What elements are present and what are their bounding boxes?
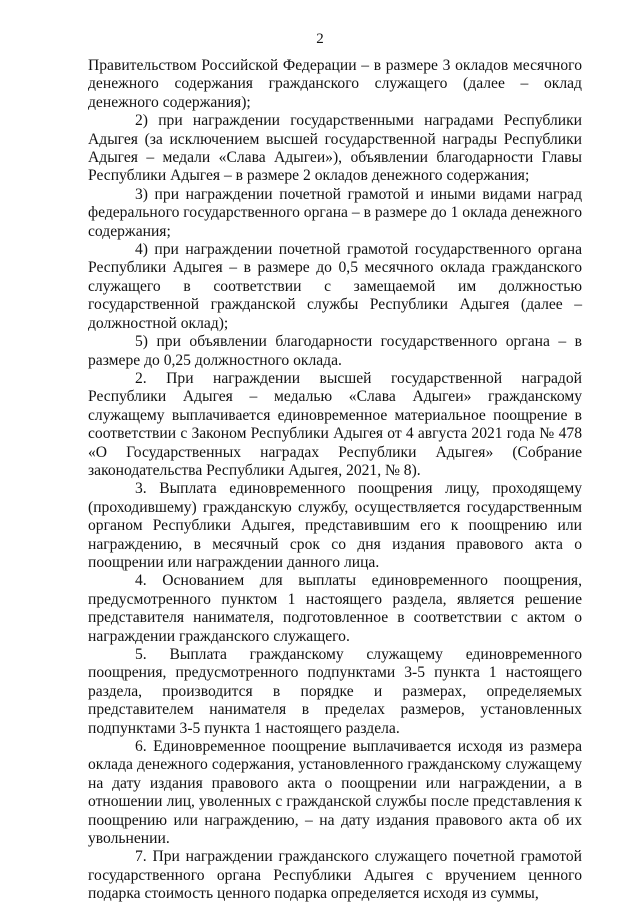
clause-5: 5. Выплата гражданскому служащему единовременного поощрения, предусмотренного подпунктами 3-5 пункта 1 настоящего раздела, производится в порядке и размерах, определяемых представителем нанимателя в пределах размеров, установленных подпунктами 3-5 пункта 1 настоящего раздела. [88,646,582,737]
subitem-5: 5) при объявлении благодарности государственного органа – в размере до 0,25 должностного оклада. [88,333,582,369]
page-number: 2 [316,31,324,47]
clause-6: 6. Единовременное поощрение выплачивается исходя из размера оклада денежного содержания, установленного гражданскому служащему на дату издания правового акта о поощрении или награждении, а в отношении лиц, уволенных с гражданской службы после представления к поощрению или награждению, – на дату издания правового акта об их увольнении. [88,738,582,848]
clause-2: 2. При награждении высшей государственной наградой Республики Адыгея – медалью «Слава Адыгеи» гражданскому служащему выплачивается единовременное материальное поощрение в соответствии с Законом Республики Адыгея от 4 августа 2021 года № 478 «О Государственных наградах Республики Адыгея» (Собрание законодательства Республики Адыгея, 2021, № 8). [88,369,582,479]
clause-7: 7. При награждении гражданского служащего почетной грамотой государственного органа Республики Адыгея с вручением ценного подарка стоимость ценного подарка определяется исходя из суммы, [88,848,582,903]
document-body [88,57,582,904]
subitem-4: 4) при награждении почетной грамотой государственного органа Республики Адыгея – в размере до 0,5 месячного оклада гражданского служащего в соответствии с замещаемой им должностью государственной гражданской службы Республики Адыгея (далее – должностной оклад); [88,241,582,332]
clause-3: 3. Выплата единовременного поощрения лицу, проходящему (проходившему) гражданскую службу, осуществляется государственным органом Республики Адыгея, представившим его к поощрению или награждению, в месячный срок со дня издания правового акта о поощрении или награждении данного лица. [88,480,582,571]
subitem-2: 2) при награждении государственными наградами Республики Адыгея (за исключением высшей государственной награды Республики Адыгея – медали «Слава Адыгеи»), объявлении благодарности Главы Республики Адыгея – в размере 2 окладов денежного содержания; [88,112,582,185]
subitem-3: 3) при награждении почетной грамотой и иными видами наград федерального государственного органа – в размере до 1 оклада денежного содержания; [88,185,582,240]
clause-4: 4. Основанием для выплаты единовременного поощрения, предусмотренного пунктом 1 настоящего раздела, является решение представителя нанимателя, подготовленное в соответствии с актом о награждении гражданского служащего. [88,572,582,645]
paragraph-continuation: Правительством Российской Федерации – в размере 3 окладов месячного денежного содержания гражданского служащего (далее – оклад денежного содержания); [88,57,582,111]
